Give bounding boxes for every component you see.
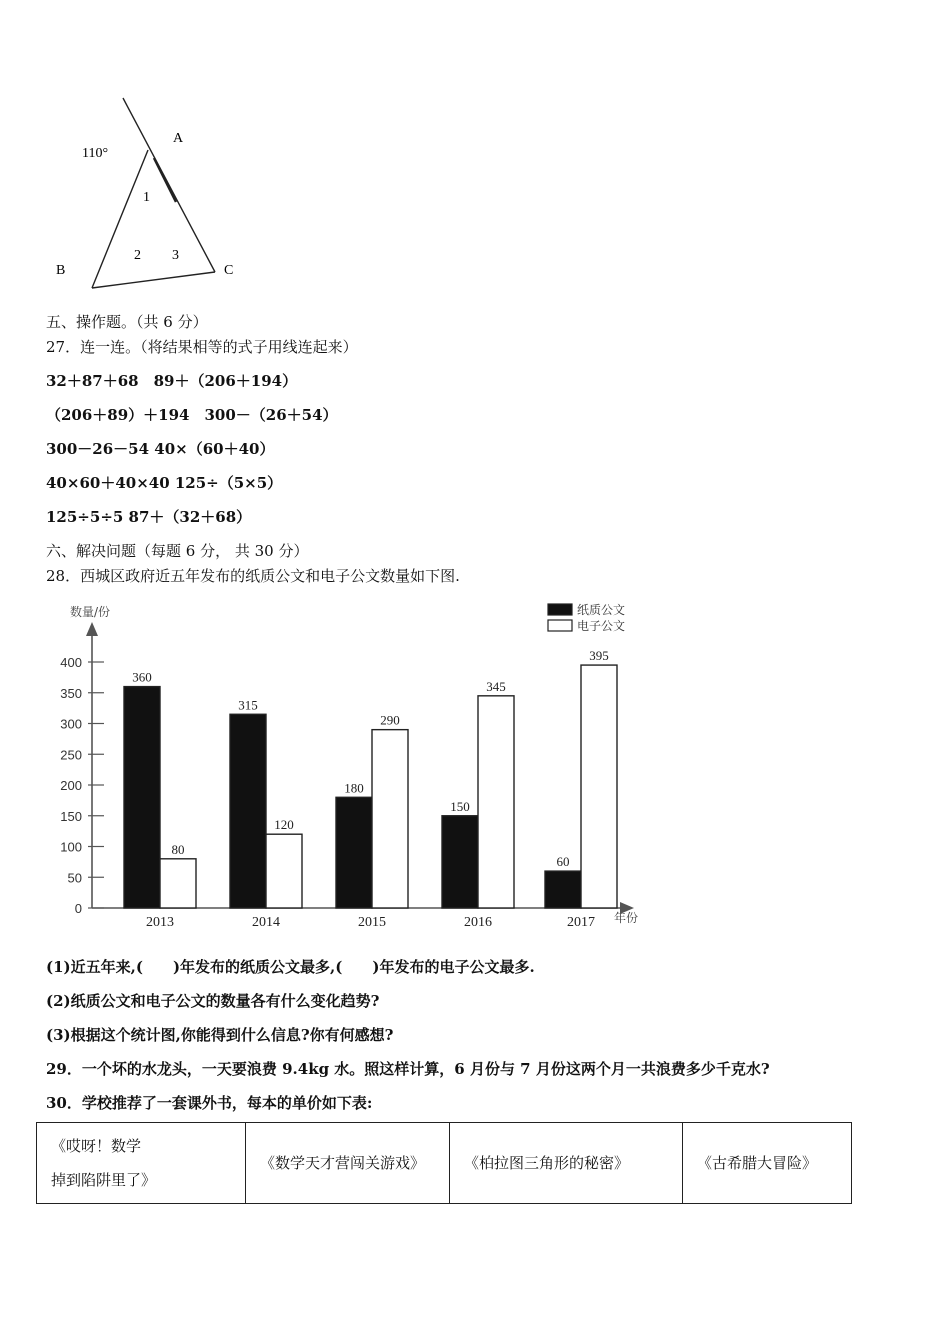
bar-data-label: 315	[238, 697, 258, 713]
book-1-title-line-2: 掉到陷阱里了》	[51, 1171, 157, 1189]
side-ab	[92, 150, 148, 288]
y-tick-label: 400	[60, 655, 82, 670]
angle-3-label: 3	[172, 248, 179, 263]
legend-swatch	[548, 604, 572, 615]
question-28-part-2: (2)纸质公文和电子公文的数量各有什么变化趋势?	[46, 992, 380, 1010]
electronic-bar	[266, 834, 302, 908]
expression-row-2: （206＋89）＋194 300－（26＋54）	[46, 406, 338, 424]
bar-data-label: 345	[486, 678, 506, 694]
question-28-part-3: (3)根据这个统计图,你能得到什么信息?你有何感想?	[46, 1026, 394, 1044]
book-price-table	[36, 1122, 852, 1204]
y-tick-label: 50	[67, 870, 82, 886]
legend-swatch	[548, 620, 572, 631]
expression-row-4: 40×60＋40×40 125÷（5×5）	[46, 474, 283, 492]
x-tick-label: 2016	[464, 915, 492, 930]
question-29: 29．一个坏的水龙头，一天要浪费 9.4kg 水。照这样计算，6 月份与 7 月份这两个月一共浪费多少千克水?	[46, 1060, 770, 1078]
angle-2-label: 2	[134, 248, 141, 263]
y-tick-label: 250	[60, 747, 82, 763]
question-28: 28．西城区政府近五年发布的纸质公文和电子公文数量如下图.	[46, 567, 460, 585]
angle-1-label: 1	[143, 190, 150, 205]
y-tick-label: 150	[60, 808, 82, 824]
bar-data-label: 290	[380, 712, 400, 728]
book-4-title: 《古希腊大冒险》	[697, 1154, 818, 1172]
paper-bar	[545, 871, 581, 908]
book-cell-1	[37, 1123, 246, 1204]
question-27: 27．连一连。（将结果相等的式子用线连起来）	[46, 338, 358, 356]
book-cell-4	[683, 1123, 852, 1204]
chart-legend	[548, 602, 625, 633]
paper-bar	[442, 816, 478, 908]
paper-bar	[124, 687, 160, 908]
paper-bar	[336, 797, 372, 908]
electronic-bar	[160, 859, 196, 908]
question-30: 30．学校推荐了一套课外书，每本的单价如下表:	[46, 1094, 373, 1112]
extended-side-line	[123, 98, 215, 272]
expression-row-3: 300－26－54 40×（60＋40）	[46, 440, 275, 458]
x-axis-label: 年份	[614, 911, 639, 925]
bar-data-label: 60	[556, 854, 570, 870]
section5-heading: 五、操作题。（共 6 分）	[46, 313, 208, 331]
bar-data-label: 395	[589, 648, 609, 664]
expression-row-1: 32＋87＋68 89＋（206＋194）	[46, 372, 298, 390]
electronic-bar	[372, 730, 408, 908]
chart-bars	[124, 648, 617, 908]
question-28-part-1: (1)近五年来,( )年发布的纸质公文最多,( )年发布的电子公文最多.	[46, 958, 535, 976]
bar-data-label: 120	[274, 817, 294, 833]
y-tick-label: 300	[60, 716, 82, 732]
expression-row-5: 125÷5÷5 87＋（32＋68）	[46, 508, 252, 526]
vertex-a-label: A	[173, 131, 184, 146]
vertex-c-label: C	[224, 263, 234, 278]
bar-data-label: 80	[171, 841, 185, 857]
angle-110-label: 110°	[82, 146, 109, 161]
paper-bar	[230, 714, 266, 908]
book-3-title: 《柏拉图三角形的秘密》	[464, 1154, 630, 1172]
electronic-bar	[478, 696, 514, 908]
y-tick-label: 100	[60, 839, 82, 855]
angle-mark	[154, 158, 176, 202]
bar-data-label: 150	[450, 798, 470, 814]
legend-label: 电子公文	[577, 619, 626, 633]
x-tick-label: 2017	[567, 915, 595, 930]
electronic-bar	[581, 665, 617, 908]
y-axis-label: 数量/份	[70, 605, 111, 619]
vertex-b-label: B	[56, 263, 66, 278]
bar-data-label: 360	[132, 669, 152, 685]
book-cell-2	[246, 1123, 450, 1204]
y-tick-label: 350	[60, 685, 82, 701]
book-2-title: 《数学天才营闯关游戏》	[260, 1154, 426, 1172]
book-cell-3	[450, 1123, 683, 1204]
bar-data-label: 180	[344, 780, 364, 796]
y-tick-label: 200	[60, 778, 82, 793]
book-1-title-line-1: 《哎呀！数学	[51, 1137, 142, 1155]
side-bc	[92, 272, 215, 288]
y-tick-label: 0	[74, 901, 82, 916]
x-tick-label: 2013	[146, 915, 174, 930]
legend-label: 纸质公文	[577, 603, 626, 617]
x-tick-label: 2014	[252, 915, 280, 930]
table-row	[37, 1123, 852, 1204]
document-count-bar-chart	[40, 590, 660, 940]
x-tick-label: 2015	[358, 915, 386, 930]
y-axis-arrow	[86, 622, 98, 636]
triangle-figure	[50, 92, 250, 297]
section6-heading: 六、解决问题（每题 6 分， 共 30 分）	[46, 542, 309, 560]
